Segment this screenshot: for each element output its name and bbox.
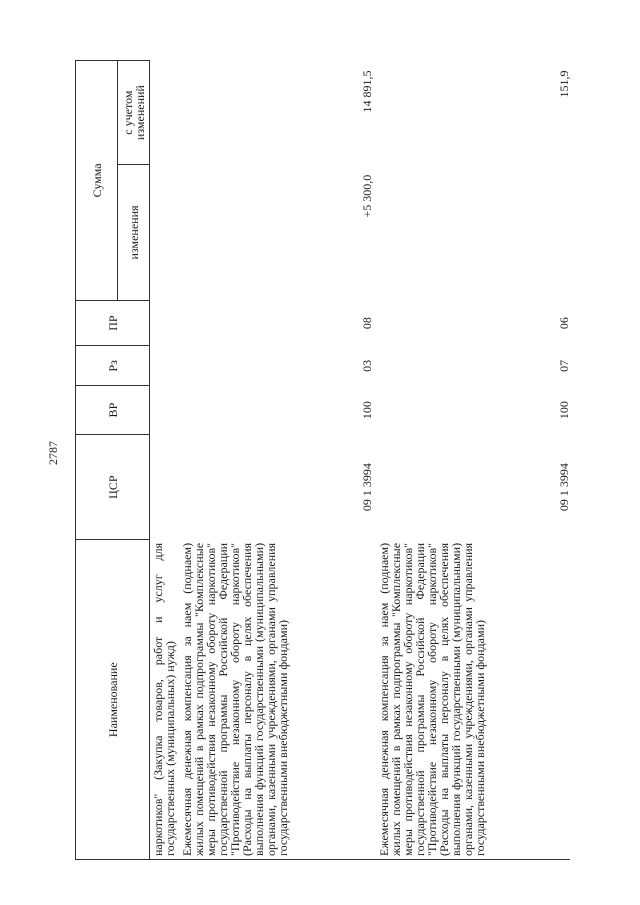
header-with-changes: с учетом изменений (118, 61, 150, 165)
header-sum: Сумма (76, 61, 118, 301)
row-csr: 09 1 3994 (360, 463, 374, 512)
row-rz (150, 346, 177, 386)
budget-table (75, 60, 570, 860)
header-change: изменения (118, 165, 150, 301)
rotated-table-container (75, 60, 585, 860)
row-name: Ежемесячная денежная компенсация за наем (поднаем) жилых помещений в рамках подпрограммы "Комплексные меры противодействия незаконному обороту наркотиков" государственной программы Российской Федерации "Противодействие незаконному обороту наркотиков" (Расходы на выплаты персоналу в целях обеспечения выполнения функций государственными (муниципальными) органами, казенными учреждениями, органами управления государственными внебюджетными фондами) (176, 540, 373, 860)
header-vr: ВР (76, 386, 150, 435)
header-row-top (76, 61, 118, 860)
header-rz: Рз (76, 346, 150, 386)
row-csr (150, 434, 177, 540)
page-number: 2787 (46, 441, 60, 465)
table-row (176, 61, 373, 860)
header-name: Наименование (76, 540, 150, 860)
row-pr (150, 300, 177, 346)
row-total: 151,9 (557, 70, 571, 98)
header-csr: ЦСР (76, 434, 150, 540)
row-vr: 100 (360, 401, 374, 420)
row-rz: 07 (557, 359, 571, 372)
row-name: Ежемесячная денежная компенсация за наем (поднаем) жилых помещений в рамках подпрограммы "Комплексные меры противодействия незаконному обороту наркотиков" государственной программы Российской Федерации "Противодействие незаконному обороту наркотиков" (Расходы на выплаты персоналу в целях обеспечения выполнения функций государственными (муниципальными) органами, казенными учреждениями, органами управления государственными внебюджетными фондами) (373, 540, 570, 860)
row-change (373, 165, 570, 301)
table-row (373, 61, 570, 860)
table-row (150, 61, 177, 860)
row-rz: 03 (360, 359, 374, 372)
row-total (150, 61, 177, 165)
row-csr: 09 1 3994 (557, 463, 571, 512)
row-change: +5 300,0 (360, 174, 374, 218)
row-change (150, 165, 177, 301)
row-total: 14 891,5 (360, 70, 374, 113)
row-vr: 100 (557, 401, 571, 420)
row-name: наркотиков" (Закупка товаров, работ и услуг для государственных (муниципальных) нужд) (150, 540, 177, 860)
row-vr (150, 386, 177, 435)
row-pr: 08 (360, 317, 374, 330)
row-pr: 06 (557, 317, 571, 330)
header-pr: ПР (76, 300, 150, 346)
